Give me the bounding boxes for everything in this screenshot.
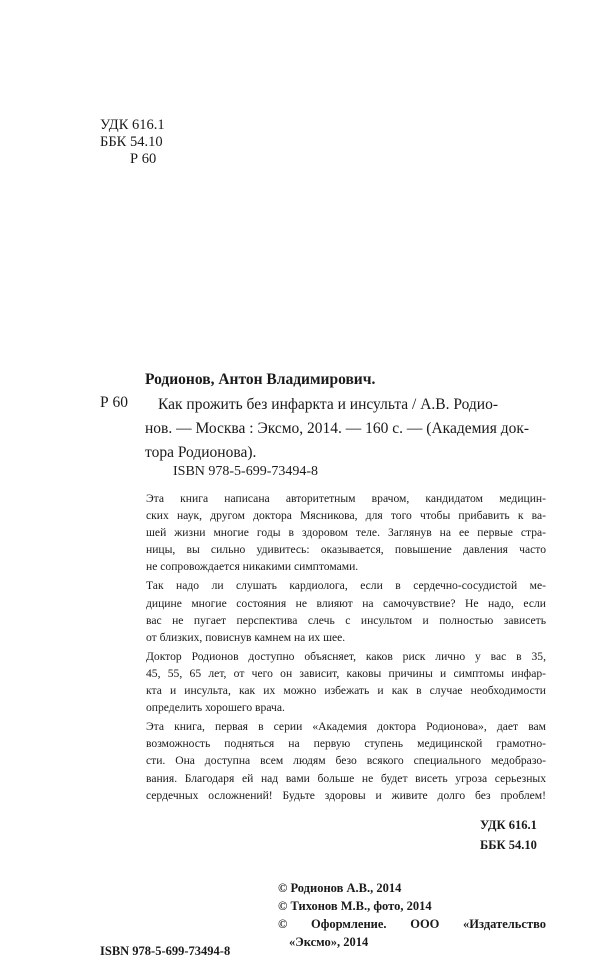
annotation-line: Эта книга написана авторитетным врачом, кандидатом медицин-	[146, 492, 546, 505]
annotation-line: от близких, повиснув камнем на их шее.	[146, 630, 346, 644]
title-line: нов. — Москва : Эксмо, 2014. — 160 с. — (Академия док-	[145, 420, 530, 437]
annotation-paragraph	[146, 648, 546, 716]
annotation-line: Так надо ли слушать кардиолога, если в сердечно-сосудистой ме-	[146, 579, 546, 593]
bottom-isbn: ISBN 978-5-699-73494-8	[100, 944, 231, 958]
annotation-line: дицине многие состояния не влияют на самочувствие? Не надо, если	[146, 596, 546, 610]
annotation-line: сердечных осложнений! Будьте здоровы и живите долго без проблем!	[146, 788, 546, 802]
annotation-line: сти. Она доступна всем людям безо всякого специального медобразо-	[146, 754, 546, 768]
annotation-line: ницы, вы сильно удивитесь: оказывается, повышение давления часто	[146, 543, 546, 557]
bbk-code: ББК 54.10	[100, 134, 163, 150]
bottom-udk: УДК 616.1	[480, 818, 537, 832]
author-mark: Р 60	[130, 151, 157, 167]
annotation-line: кта и инсульта, как их можно избежать и как в случае необходимости	[146, 684, 546, 698]
annotation-line: 45, 55, 65 лет, от чего он зависит, каковы причины и симптомы инфар-	[146, 666, 546, 680]
copyright-block	[278, 879, 546, 951]
copyright-line: «Эксмо», 2014	[289, 935, 369, 949]
title-line: тора Родионова).	[145, 444, 257, 461]
annotation-line: Доктор Родионов доступно объясняет, каков риск лично у вас в 35,	[146, 649, 546, 663]
annotation-line: определить хорошего врача.	[146, 701, 285, 715]
annotation-paragraph	[146, 577, 546, 645]
annotation-line: вас не пугает перспектива слечь с инсультом и полностью зависеть	[146, 613, 546, 627]
annotation-line: возможность подняться на первую ступень медицинской грамотно-	[146, 737, 546, 751]
bottom-bbk: ББК 54.10	[480, 838, 537, 852]
annotation-line: не сопровождается никакими симптомами.	[146, 560, 359, 574]
udk-code: УДК 616.1	[100, 117, 165, 133]
catalog-author: Родионов, Антон Владимирович.	[145, 371, 376, 388]
annotation-line: вания. Благодаря ей над вами больше не будет висеть угроза серьезных	[146, 771, 546, 785]
annotation-line: ских наук, другом доктора Мясникова, для того чтобы прибавить к ва-	[146, 509, 546, 523]
bottom-classification	[480, 815, 537, 855]
annotation-paragraph	[146, 490, 546, 575]
classification-block	[100, 117, 165, 168]
annotation-line: шей жизни многие годы в здоровом теле. Заглянув на ее первые стра-	[146, 526, 546, 540]
annotation	[146, 490, 546, 804]
copyright-line: © Родионов А.В., 2014	[278, 881, 402, 895]
title-line: Как прожить без инфаркта и инсульта / А.В. Родио-	[158, 396, 499, 413]
catalog-author-mark: Р 60	[100, 394, 128, 411]
catalog-isbn: ISBN 978-5-699-73494-8	[173, 464, 319, 479]
annotation-paragraph	[146, 718, 546, 803]
copyright-line: © Оформление. ООО «Издательство	[278, 917, 546, 931]
copyright-line: © Тихонов М.В., фото, 2014	[278, 899, 432, 913]
catalog-title	[145, 393, 546, 465]
annotation-line: Эта книга, первая в серии «Академия доктора Родионова», дает вам	[146, 720, 546, 734]
